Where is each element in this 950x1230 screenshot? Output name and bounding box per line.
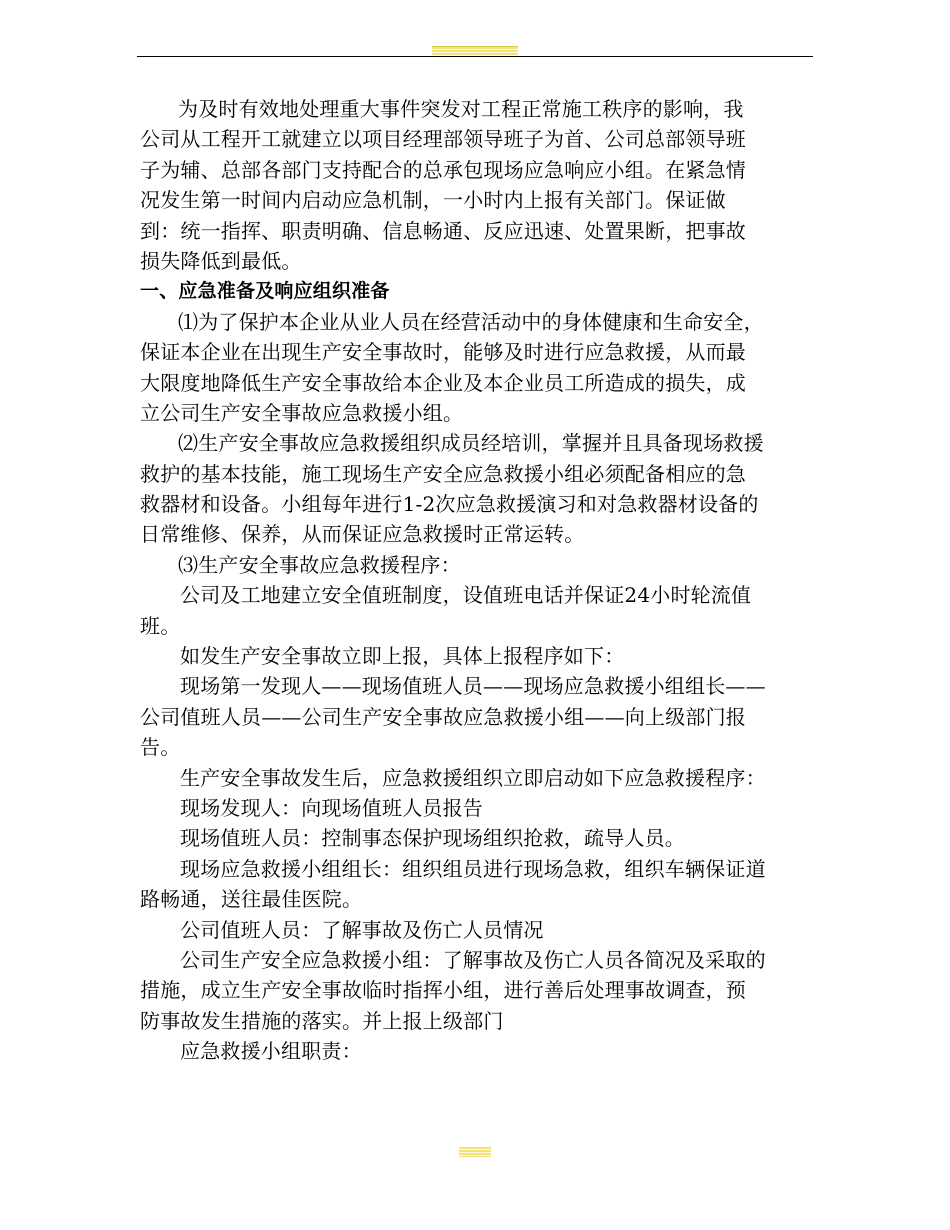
text-line: ⑵生产安全事故应急救援组织成员经培训，掌握并且具备现场救援: [178, 431, 764, 456]
text-line: 如发生产安全事故立即上报，具体上报程序如下：: [180, 644, 625, 669]
text-line: 为及时有效地处理重大事件突发对工程正常施工秩序的影响，我: [178, 97, 744, 121]
footer-decoration: [459, 1147, 491, 1157]
text-line: 路畅通，送往最佳医院。: [140, 887, 363, 912]
text-line: 生产安全事故发生后，应急救援组织立即启动如下应急救援程序：: [180, 765, 766, 790]
text-line: ⑶生产安全事故应急救援程序：: [178, 552, 461, 577]
text-line: 防事故发生措施的落实。并上报上级部门: [140, 1008, 504, 1033]
text-line: 告。: [140, 735, 181, 760]
text-line: 救护的基本技能，施工现场生产安全应急救援小组必须配备相应的急: [140, 461, 746, 486]
text-line: 班。: [140, 613, 181, 638]
section-heading: 一、应急准备及响应组织准备: [140, 280, 390, 303]
text-line: 保证本企业在出现生产安全事故时，能够及时进行应急救援，从而最: [140, 340, 746, 365]
text-line: 现场发现人：向现场值班人员报告: [180, 795, 483, 820]
header-rule: [137, 56, 813, 57]
text-line: 措施，成立生产安全事故临时指挥小组，进行善后处理事故调查，预: [140, 978, 746, 1003]
text-line: 现场值班人员：控制事态保护现场组织抢救，疏导人员。: [180, 826, 685, 851]
text-line: 现场应急救援小组组长：组织组员进行现场急救，组织车辆保证道: [180, 856, 766, 881]
text-line: 损失降低到最低。: [140, 248, 302, 273]
text-line: 现场第一发现人——现场值班人员——现场应急救援小组组长——: [180, 674, 766, 699]
text-line: 救器材和设备。小组每年进行1-2次应急救援演习和对急救器材设备的: [140, 492, 759, 517]
text-line: 公司及工地建立安全值班制度，设值班电话并保证24小时轮流值: [180, 583, 752, 608]
text-line: 立公司生产安全事故应急救援小组。: [140, 400, 464, 425]
text-line: 公司值班人员：了解事故及伤亡人员情况: [180, 917, 544, 942]
text-line: 公司生产安全应急救援小组：了解事故及伤亡人员各简况及采取的: [180, 947, 766, 972]
header-decoration: [432, 46, 518, 55]
document-body: [140, 94, 812, 1067]
text-line: 况发生第一时间内启动应急机制，一小时内上报有关部门。保证做: [140, 188, 726, 213]
text-line: 子为辅、总部各部门支持配合的总承包现场应急响应小组。在紧急情: [140, 157, 746, 182]
text-line: ⑴为了保护本企业从业人员在经营活动中的身体健康和生命安全，: [178, 309, 764, 334]
text-line: 公司值班人员——公司生产安全事故应急救援小组——向上级部门报: [140, 704, 746, 729]
text-line: 到：统一指挥、职责明确、信息畅通、反应迅速、处置果断，把事故: [140, 218, 746, 243]
text-line: 日常维修、保养，从而保证应急救援时正常运转。: [140, 522, 585, 547]
text-line: 应急救援小组职责：: [180, 1039, 362, 1064]
text-line: 大限度地降低生产安全事故给本企业及本企业员工所造成的损失，成: [140, 370, 746, 395]
text-line: 公司从工程开工就建立以项目经理部领导班子为首、公司总部领导班: [140, 127, 746, 152]
